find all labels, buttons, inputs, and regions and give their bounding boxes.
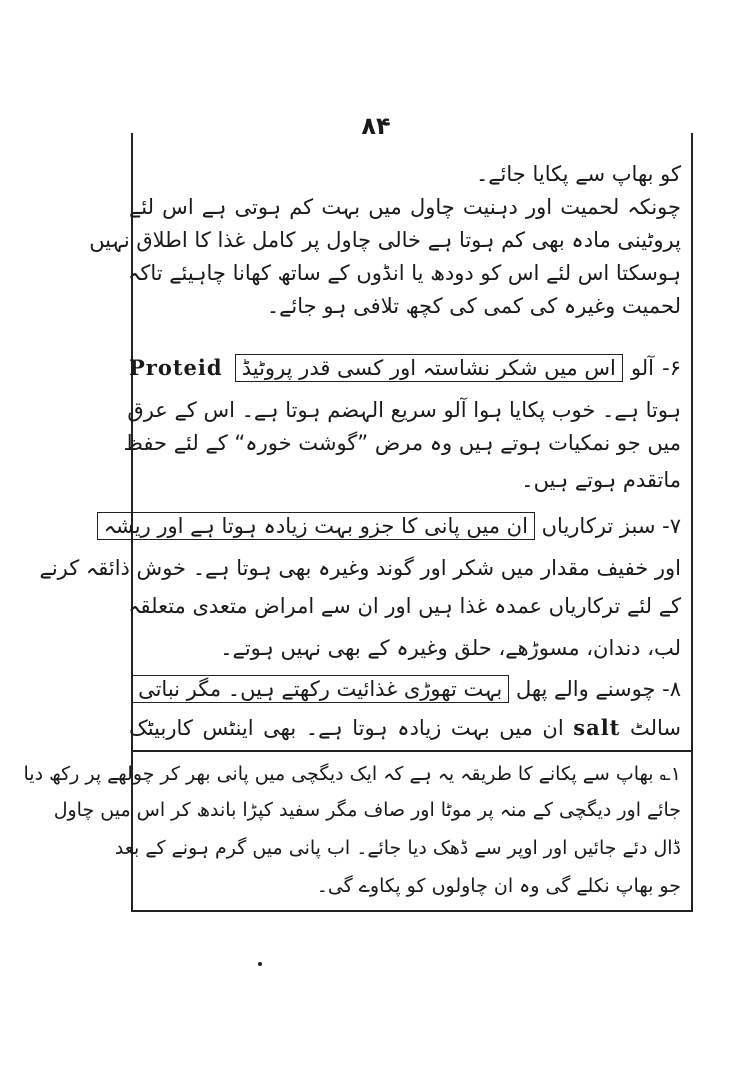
section-7-line-2: کے لئے ترکاریاں عمدہ غذا ہیں اور ان سے امراض متعدی متعلقہ: [128, 594, 681, 618]
footnote-line-1: ۱؎ بھاپ سے پکانے کا طریقہ یہ ہے کہ ایک دیگچی میں پانی بھر کر چولھے پر رکھ دیا: [23, 763, 681, 785]
section-6-heading: ۶- آلو: [630, 356, 681, 380]
section-8-before: سالٹ: [629, 716, 681, 740]
section-8-heading-line: [129, 675, 681, 703]
section-8-latin-term: salt: [573, 715, 621, 740]
section-8-line: [129, 714, 681, 742]
section-7-heading: ۷- سبز ترکاریاں: [541, 514, 681, 538]
section-7-text: ان میں پانی کا جزو بہت زیادہ ہوتا ہے اور ریشہ: [97, 512, 535, 540]
section-6-latin-term: Proteid: [129, 355, 223, 380]
footnote-line-3: ڈال دئے جائیں اور اوپر سے ڈھک دیا جائے۔ اب پانی میں گرم ہونے کے بعد: [114, 837, 681, 859]
section-6-line-3: ماتقدم ہوتے ہیں۔: [521, 468, 681, 492]
section-6-line-2: میں جو نمکیات ہوتے ہیں وہ مرض ”گوشت خورہ“ کے لئے حفظ: [123, 431, 681, 455]
section-6-heading-line: [129, 354, 681, 382]
footnote-line-4: جو بھاپ نکلے گی وہ ان چاولوں کو پکاوے گی۔: [316, 875, 681, 897]
ink-dot: [258, 962, 262, 966]
section-8-text: بہت تھوڑی غذائیت رکھتے ہیں۔ مگر نباتی: [131, 675, 509, 703]
body-line-5: لحمیت وغیرہ کی کمی کی کچھ تلافی ہو جائے۔: [266, 294, 681, 318]
section-7-heading-line: [103, 512, 681, 540]
body-line-1: کو بھاپ سے پکایا جائے۔: [475, 162, 681, 186]
body-line-4: ہوسکتا اس لئے اس کو دودھ یا انڈوں کے ساتھ کھانا چاہیئے تاکہ: [128, 261, 681, 285]
section-6-text: اس میں شکر نشاستہ اور کسی قدر پروٹیڈ: [235, 354, 623, 382]
section-8-after: ان میں بہت زیادہ ہوتا ہے۔ بھی اینٹس کاربیٹک: [129, 716, 564, 740]
section-6-line-1: ہوتا ہے۔ خوب پکایا ہوا آلو سریع الہضم ہوتا ہے۔ اس کے عرق: [127, 398, 681, 422]
body-line-3: پروٹینی مادہ بھی کم ہوتا ہے خالی چاول پر کامل غذا کا اطلاق نہیں: [89, 228, 681, 252]
footnote-line-2: جائے اور دیگچی کے منہ پر موٹا اور صاف مگر سفید کپڑا باندھ کر اس میں چاول: [53, 799, 681, 821]
section-7-line-1: اور خفیف مقدار میں شکر اور گوند وغیرہ بھی ہوتا ہے۔ خوش ذائقہ کرنے: [39, 556, 681, 580]
section-8-heading: ۸- چوسنے والے پھل: [515, 677, 681, 701]
page-number: ۸۴: [361, 112, 391, 140]
section-7-line-3: لب، دندان، مسوڑھے، حلق وغیرہ کے بھی نہیں ہوتے۔: [220, 636, 681, 660]
body-line-2: چونکہ لحمیت اور دہنیت چاول میں بہت کم ہوتی ہے اس لئے: [129, 195, 681, 219]
